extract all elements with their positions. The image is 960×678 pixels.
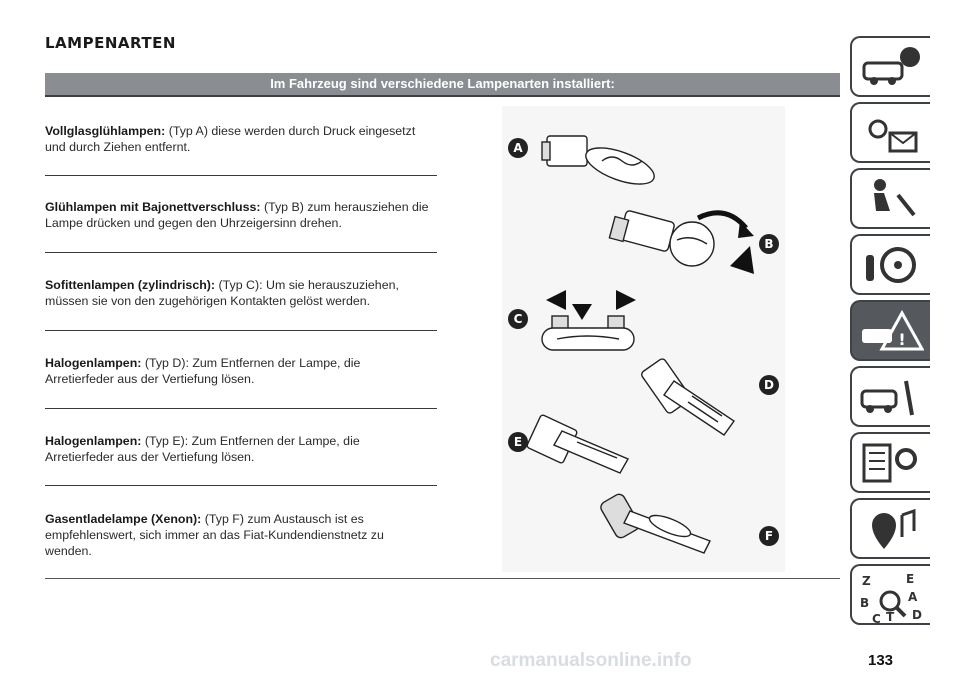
divider	[45, 408, 437, 409]
index-search-icon	[858, 571, 924, 627]
key-steering-icon	[858, 241, 924, 289]
lamp-illustrations	[502, 106, 785, 572]
entry-text-line3: wenden.	[45, 544, 92, 558]
svg-text:!: !	[898, 330, 906, 349]
entry-type-e	[45, 433, 437, 465]
figure-label-a: A	[513, 141, 523, 155]
entry-type-d	[45, 355, 437, 387]
svg-text:B: B	[860, 596, 870, 610]
lamp-types-figure	[502, 106, 785, 572]
bottom-divider	[45, 578, 840, 579]
svg-text:E: E	[906, 572, 915, 586]
tab-maintenance[interactable]	[850, 366, 930, 427]
lamp-a-wedge-bulb	[542, 136, 659, 191]
divider	[45, 330, 437, 331]
entry-text: (Typ F) zum Austausch ist es	[204, 512, 364, 526]
page-title: LAMPENARTEN	[45, 34, 176, 52]
svg-text:Z: Z	[862, 574, 871, 588]
tab-emergency[interactable]	[850, 300, 930, 361]
specs-gear-icon	[858, 439, 924, 487]
entry-text-line2: empfehlenswert, sich immer an das Fiat-Kundendienstnetz zu	[45, 528, 384, 542]
figure-label-f: F	[764, 529, 774, 543]
tab-starting-driving[interactable]	[850, 234, 930, 295]
entry-type-f	[45, 511, 437, 559]
svg-text:A: A	[908, 590, 918, 604]
entry-text: (Typ E): Zum Entfernen der Lampe, die	[144, 434, 360, 448]
svg-text:D: D	[912, 608, 922, 622]
tab-safety[interactable]	[850, 168, 930, 229]
entry-term: Gasentladelampe (Xenon):	[45, 512, 202, 526]
entry-text-line2: Arretierfeder aus der Vertiefung lösen.	[45, 450, 255, 464]
dashboard-lights-icon	[858, 109, 924, 157]
lamp-e-halogen	[526, 414, 628, 473]
warning-triangle-car-icon	[858, 307, 924, 355]
entry-text: (Typ A) diese werden durch Druck eingesetzt	[168, 124, 416, 138]
svg-text:C: C	[872, 612, 881, 626]
figure-label-c: C	[513, 312, 523, 326]
figure-label-e: E	[513, 435, 523, 449]
divider	[45, 485, 437, 486]
tab-index[interactable]	[850, 564, 930, 625]
tab-multimedia[interactable]	[850, 498, 930, 559]
tab-car-info[interactable]	[850, 36, 930, 97]
entry-term: Halogenlampen:	[45, 434, 142, 448]
entry-term: Vollglasglühlampen:	[45, 124, 166, 138]
entry-text: (Typ C): Um sie herauszuziehen,	[218, 278, 399, 292]
seat-airbag-icon	[858, 175, 924, 223]
entry-text-line2: Arretierfeder aus der Vertiefung lösen.	[45, 372, 255, 386]
figure-label-b: B	[764, 237, 774, 251]
entry-term: Halogenlampen:	[45, 356, 142, 370]
entry-text: (Typ D): Zum Entfernen der Lampe, die	[144, 356, 361, 370]
entry-type-a	[45, 123, 437, 155]
divider	[45, 175, 437, 176]
car-wrench-icon	[858, 373, 924, 421]
entry-term: Sofittenlampen (zylindrisch):	[45, 278, 216, 292]
multimedia-icon	[858, 505, 924, 553]
entry-text-line2: und durch Ziehen entfernt.	[45, 140, 191, 154]
tab-technical-data[interactable]	[850, 432, 930, 493]
entry-type-b	[45, 199, 437, 231]
svg-text:T: T	[886, 610, 895, 624]
lamp-f-xenon	[599, 492, 710, 553]
figure-label-d: D	[764, 378, 774, 392]
divider	[45, 252, 437, 253]
section-banner: Im Fahrzeug sind verschiedene Lampenarten installiert:	[45, 73, 840, 97]
car-info-icon	[858, 43, 924, 91]
entry-text-line2: müssen sie von den zugehörigen Kontakten gelöst werden.	[45, 294, 371, 308]
entry-term: Glühlampen mit Bajonettverschluss:	[45, 200, 261, 214]
watermark: carmanualsonline.info	[490, 650, 692, 671]
tab-dashboard-lights[interactable]	[850, 102, 930, 163]
entry-type-c	[45, 277, 437, 309]
lamp-c-festoon-bulb	[542, 316, 634, 350]
entry-text: (Typ B) zum herausziehen die	[263, 200, 429, 214]
lamp-d-halogen	[640, 357, 734, 435]
page-number: 133	[868, 652, 894, 669]
entry-text-line2: Lampe drücken und gegen den Uhrzeigersinn drehen.	[45, 216, 342, 230]
